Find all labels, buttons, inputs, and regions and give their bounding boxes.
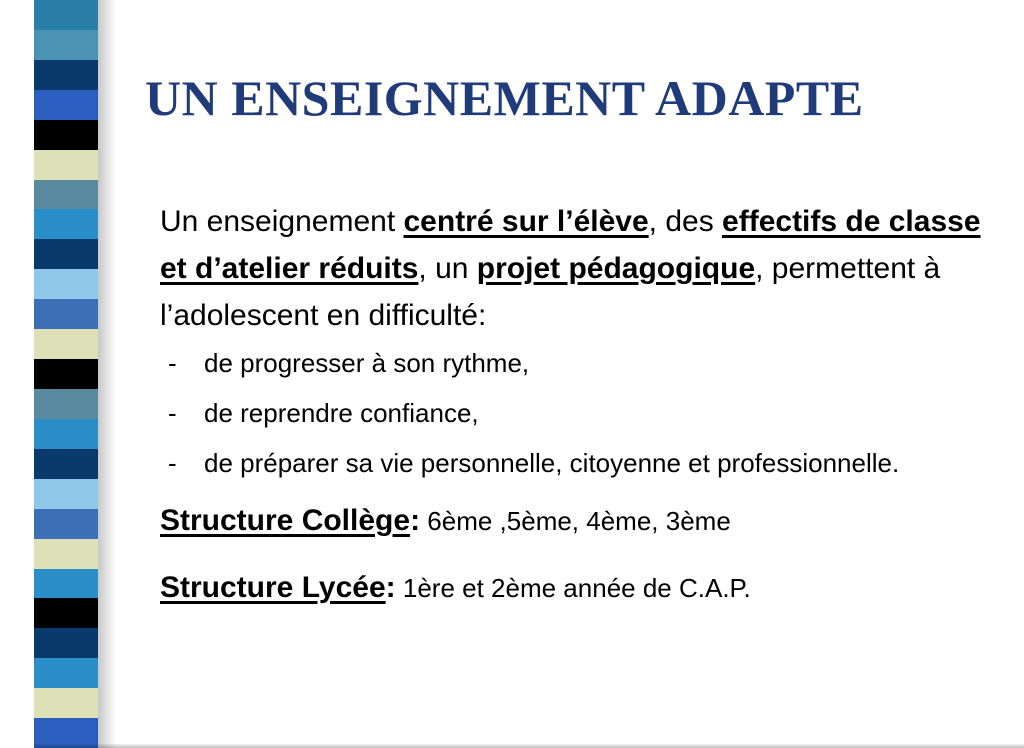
stripe-block bbox=[34, 658, 98, 688]
stripe-block bbox=[34, 180, 98, 210]
stripe-block bbox=[34, 569, 98, 599]
intro-emphasis-3: projet pédagogique bbox=[476, 252, 756, 285]
stripe-block bbox=[34, 30, 98, 60]
intro-text-2: , des bbox=[648, 205, 723, 238]
structure-label: Structure Lycée bbox=[160, 571, 386, 604]
structure-lycee bbox=[160, 566, 1010, 615]
stripe-block bbox=[34, 359, 98, 389]
bullet-dash: - bbox=[168, 398, 177, 428]
intro-paragraph bbox=[160, 198, 1010, 339]
structure-value: 1ère et 2ème année de C.A.P. bbox=[395, 573, 751, 603]
stripe-block bbox=[34, 628, 98, 658]
bullet-text: de reprendre confiance, bbox=[204, 398, 479, 428]
stripe-block bbox=[34, 239, 98, 269]
structure-colon: : bbox=[410, 504, 421, 537]
stripe-block bbox=[34, 299, 98, 329]
slide-title: UN ENSEIGNEMENT ADAPTE bbox=[145, 70, 864, 126]
structure-colon: : bbox=[385, 571, 396, 604]
stripe-block bbox=[34, 0, 98, 30]
bullet-dash: - bbox=[168, 348, 177, 378]
stripe-block bbox=[34, 449, 98, 479]
intro-text-4: , permettent à l’adolescent en difficulté: bbox=[160, 252, 941, 332]
stripe-block bbox=[34, 269, 98, 299]
stripe-block bbox=[34, 60, 98, 90]
bullet-list bbox=[160, 345, 1010, 481]
stripe-block bbox=[34, 90, 98, 120]
stripe-block bbox=[34, 479, 98, 509]
list-item bbox=[168, 345, 1010, 381]
list-item bbox=[168, 395, 1010, 431]
stripe-block bbox=[34, 509, 98, 539]
stripe-block bbox=[34, 419, 98, 449]
bullet-text: de progresser à son rythme, bbox=[204, 348, 530, 378]
stripe-block bbox=[34, 688, 98, 718]
structure-college bbox=[160, 499, 1010, 548]
bottom-border bbox=[34, 744, 1024, 748]
slide-body bbox=[160, 198, 1010, 615]
intro-emphasis-1: centré sur l’élève bbox=[403, 205, 649, 238]
structure-label: Structure Collège bbox=[160, 504, 411, 537]
stripe-block bbox=[34, 150, 98, 180]
stripe-block bbox=[34, 329, 98, 359]
stripe-block bbox=[34, 209, 98, 239]
decorative-stripe bbox=[34, 0, 98, 748]
list-item bbox=[168, 445, 1010, 481]
intro-emphasis-2: effectifs de classe et d’atelier réduits bbox=[160, 205, 981, 285]
stripe-block bbox=[34, 598, 98, 628]
intro-text-1: Un enseignement bbox=[160, 205, 404, 238]
stripe-shadow bbox=[98, 0, 116, 748]
stripe-block bbox=[34, 120, 98, 150]
structure-value: 6ème ,5ème, 4ème, 3ème bbox=[420, 506, 731, 536]
stripe-block bbox=[34, 389, 98, 419]
stripe-block bbox=[34, 539, 98, 569]
intro-text-3: , un bbox=[418, 252, 477, 285]
bullet-dash: - bbox=[168, 448, 177, 478]
bullet-text: de préparer sa vie personnelle, citoyenne et professionnelle. bbox=[204, 448, 900, 478]
